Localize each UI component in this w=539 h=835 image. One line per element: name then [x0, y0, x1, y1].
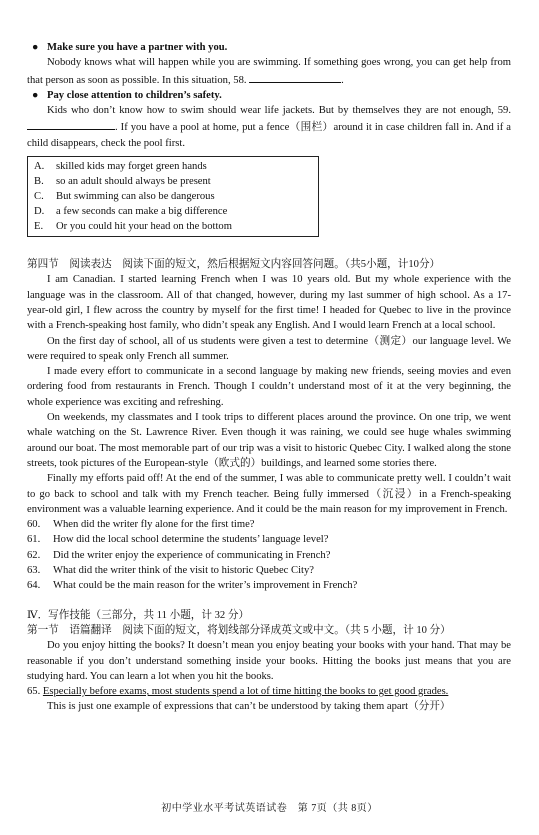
question-65 [27, 684, 511, 699]
passage-paragraph-3: I made every effort to communicate in a second language by making new friends, seeing movies and even ordering food from restaurants in French. Though I couldn’t understand most of it at the very beginning, the whole experience was exciting and refreshing. [27, 366, 511, 408]
bullet-icon: ● [32, 42, 39, 53]
bullet-icon: ● [32, 89, 39, 101]
question-63 [27, 563, 511, 578]
exam-page [27, 40, 511, 715]
question-61 [27, 532, 511, 547]
option-c [34, 189, 314, 204]
tip-heading-partner [27, 40, 511, 55]
passage-paragraph-4: On weekends, my classmates and I took trips to different places around the province. On one trip, we went whale watching on the St. Lawrence River. Even though it was raining, we could see huge whales swimming around our boat. The most memorable part of our trip was a visit to historic Quebec City. I walked along the stone streets, took pictures of the European-style（欧式的）buildings, and learned some stories there. [27, 412, 511, 469]
question-text: When did the writer fly alone for the first time? [53, 519, 255, 531]
passage-paragraph-2: On the first day of school, all of us students were given a test to determine（测定）our language level. We were required to speak only French all summer. [27, 335, 511, 362]
option-letter: E. [34, 221, 44, 233]
question-number: 65. [27, 686, 41, 698]
question-62 [27, 548, 511, 563]
question-64 [27, 578, 511, 593]
option-d [34, 204, 314, 219]
option-letter: B. [34, 176, 44, 188]
question-number: 62. [27, 549, 41, 561]
section4-heading: 第四节 阅读表达 阅读下面的短文，然后根据短文内容回答问题。（共5小题，计10分） [27, 259, 441, 271]
options-box [27, 156, 319, 237]
tip-heading-children [27, 88, 511, 103]
passage-paragraph-1: I am Canadian. I started learning French when I was 10 years old. But my whole experience with the language was in the classroom. All of that changed, however, during my last summer of high school. As a 17-year-old girl, I flew across the country by myself for the first time! I headed for Quebec to live in the province with a French-speaking host family, who didn’t speak any English. And I would learn French at a local school. [27, 274, 511, 332]
tip-heading-text: Pay close attention to children’s safety. [47, 89, 222, 101]
option-a [34, 159, 314, 174]
option-text: Or you could hit your head on the bottom [56, 221, 232, 233]
question-number: 61. [27, 534, 41, 546]
tip-paragraph-partner [27, 55, 511, 88]
underlined-sentence: Especially before exams, most students spend a lot of time hitting the books to get good grades. [42, 686, 449, 698]
option-text: so an adult should always be present [56, 176, 211, 188]
passage-paragraph-5: Finally my efforts paid off! At the end of the summer, I was able to communicate pretty well. I couldn’t wait to go back to school and talk with my French teacher. Being fully immersed（沉浸）in a French-speaking environment was a valuable learning experience. And it could be the main reason for my improvement in French. [27, 473, 511, 515]
tip-text-after: . If you have a pool at home, put a fence（围栏）around it in case children fall in. And if a child disappears, check the pool first. [27, 122, 511, 149]
question-text: How did the local school determine the students’ language level? [53, 534, 329, 546]
part4-heading: Ⅳ．写作技能（三部分，共 11 小题，计 32 分） [27, 609, 250, 621]
page-footer: 初中学业水平考试英语试卷 第 7页（共 8页） [161, 803, 378, 814]
tip-text-before: Nobody knows what will happen while you are swimming. If something goes wrong, you can get help from that person as soon as possible. In this situation, 58. [27, 57, 511, 86]
answer-blank-59[interactable] [27, 118, 115, 130]
option-text: a few seconds can make a big difference [56, 206, 228, 218]
question-number: 64. [27, 580, 41, 592]
question-text: What could be the main reason for the writer’s improvement in French? [53, 580, 358, 592]
option-e [34, 219, 314, 234]
question-text: What did the writer think of the visit to historic Quebec City? [53, 565, 314, 577]
option-text: skilled kids may forget green hands [56, 161, 207, 173]
tip-text-before: Kids who don’t know how to swim should wear life jackets. But by themselves they are not enough, 59. [47, 105, 511, 117]
tip-paragraph-children [27, 103, 511, 151]
tip-heading-text: Make sure you have a partner with you. [47, 42, 228, 53]
translation-last-line: This is just one example of expressions that can’t be understood by taking them apart（分开） [47, 701, 451, 713]
part4-sub-heading: 第一节 语篇翻译 阅读下面的短文，将划线部分译成英文或中文。（共 5 小题，计 10 分） [27, 624, 451, 636]
option-b [34, 174, 314, 189]
question-text: Did the writer enjoy the experience of communicating in French? [53, 549, 331, 561]
option-letter: C. [34, 191, 44, 203]
answer-blank-58[interactable] [249, 71, 341, 83]
option-text: But swimming can also be dangerous [56, 191, 215, 203]
option-letter: A. [34, 161, 45, 173]
translation-paragraph: Do you enjoy hitting the books? It doesn’t mean you enjoy beating your books with your hand. That may be reasonable if you don’t understand something inside your books. Hitting the books just means that you are studying hard. You can learn a lot when you hit the books. [27, 640, 511, 682]
question-number: 60. [27, 519, 41, 531]
option-letter: D. [34, 206, 45, 218]
question-60 [27, 517, 511, 532]
question-number: 63. [27, 565, 41, 577]
tip-text-after: . [341, 74, 344, 86]
